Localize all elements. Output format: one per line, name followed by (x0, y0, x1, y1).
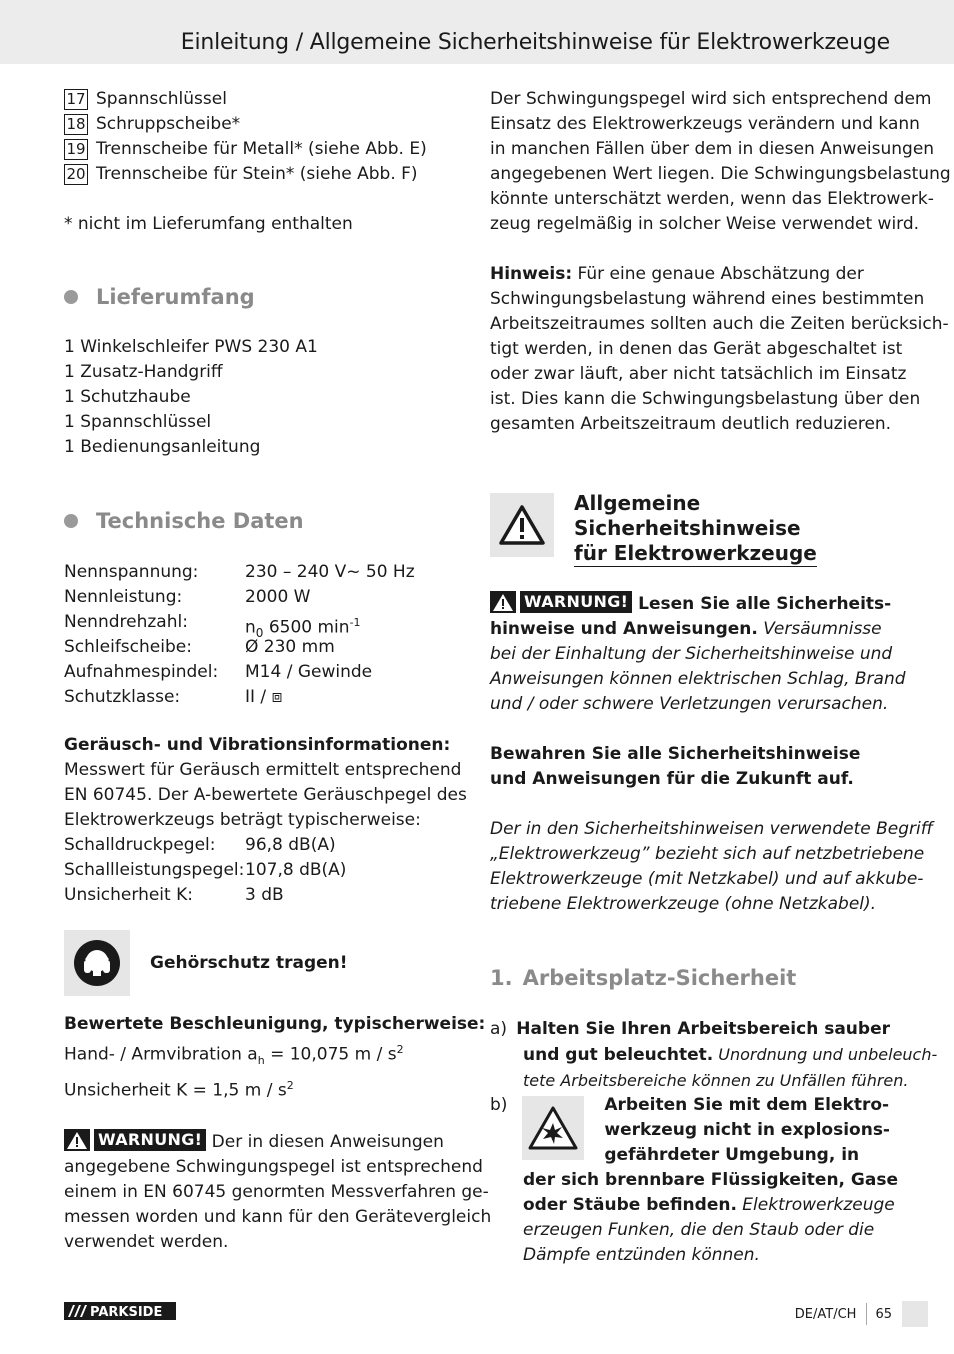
noise-label: Schalldruckpegel: (64, 835, 216, 855)
item-a: a) Halten Sie Ihren Arbeitsbereich sauber und gut beleuchtet. Unordnung und unbeleuch- tete Arbeitsbereiche können zu Unfällen führen. (490, 1017, 890, 1093)
vibration-heading: Bewertete Beschleunigung, typischerweise: (64, 1014, 486, 1034)
noise-label: Unsicherheit K: (64, 885, 193, 905)
page-header (0, 0, 954, 64)
spec-label: Nenndrehzahl: (64, 612, 188, 632)
part-number: 18 (64, 114, 88, 135)
parts-list-item (64, 87, 464, 112)
hearing-protection (64, 930, 464, 996)
noise-value: 107,8 dB(A) (245, 860, 347, 880)
spec-row (64, 660, 464, 685)
item-text: werkzeug nicht in explosions- (604, 1120, 890, 1140)
safety-heading-block (490, 491, 890, 566)
paragraph-line: gesamten Arbeitszeitraum deutlich reduzieren. (490, 414, 892, 434)
item-letter: a) (490, 1019, 508, 1039)
parts-list-item (64, 162, 464, 187)
parts-list-item (64, 137, 464, 162)
language-code: DE/AT/CH (794, 1306, 857, 1322)
warning-text: und / oder schwere Verletzungen verursachen. (490, 694, 889, 714)
warning-text: bei der Einhaltung der Sicherheitshinweise und (490, 644, 893, 664)
vibration-line: Unsicherheit K = 1,5 m / $s^2$ (64, 1079, 294, 1101)
item-letter: b) (490, 1095, 508, 1115)
vibration-note (490, 87, 951, 237)
right-column (490, 87, 951, 1268)
left-column (64, 87, 492, 1255)
parts-list (64, 87, 464, 187)
warning-line: WARNUNG! Lesen Sie alle Sicherheits- (490, 591, 890, 617)
noise-text: Elektrowerkzeugs beträgt typischerweise: (64, 810, 421, 830)
noise-section (64, 733, 467, 908)
spec-value: M14 / Gewinde (245, 662, 373, 682)
warning-text: verwendet werden. (64, 1231, 229, 1252)
paragraph-line: Einsatz des Elektrowerkzeugs verändern und kann (490, 114, 920, 134)
spec-value: $n_0$ 6500 $\min^{-1}$ (245, 616, 361, 641)
hinweis-label: Hinweis: (490, 264, 573, 284)
term-text: triebene Elektrowerkzeuge (ohne Netzkabel). (490, 894, 877, 914)
noise-row (64, 858, 464, 883)
spec-value: II / ⧈ (245, 687, 283, 707)
spec-row (64, 585, 464, 610)
spec-label: Schutzklasse: (64, 687, 181, 707)
delivery-item: 1 Zusatz-Handgriff (64, 362, 223, 382)
warning-line: WARNUNG! Der in diesen Anweisungen (64, 1129, 464, 1155)
section-title: Lieferumfang (96, 285, 255, 309)
svg-text:PARKSIDE: PARKSIDE (90, 1305, 163, 1320)
delivery-list (64, 335, 464, 460)
term-definition (490, 817, 934, 917)
noise-heading: Geräusch- und Vibrationsinformationen: (64, 735, 451, 755)
safety-heading (574, 491, 817, 566)
warning-text: einem in EN 60745 genormten Messverfahren ge- (64, 1181, 489, 1202)
page-number: 65 (875, 1306, 892, 1322)
spec-label: Nennleistung: (64, 587, 183, 607)
spec-value: 2000 W (245, 587, 311, 607)
spec-label: Schleifscheibe: (64, 637, 192, 657)
spec-row (64, 610, 464, 641)
footnote: * nicht im Lieferumfang enthalten (64, 214, 353, 234)
warning-text: messen worden und kann für den Gerätevergleich (64, 1206, 492, 1227)
spec-row (64, 635, 464, 660)
term-text: „Elektrowerkzeug” bezieht sich auf netzbetriebene (490, 844, 925, 864)
warning-triangle-icon (490, 493, 554, 557)
explosion-icon (522, 1096, 584, 1160)
warning-badge (64, 1129, 206, 1151)
warning-label: WARNUNG! (94, 1129, 206, 1151)
paragraph-line: Schwingungsbelastung während eines bestimmten (490, 289, 925, 309)
paragraph-line: zeug regelmäßig in solcher Weise verwendet wird. (490, 214, 920, 234)
part-number: 19 (64, 139, 88, 160)
paragraph-line: ist. Dies kann die Schwingungsbelastung über den (490, 389, 921, 409)
hinweis-block (490, 262, 949, 437)
paragraph-line: tigt werden, in denen das Gerät abgeschaltet ist (490, 339, 903, 359)
page-title: Einleitung / Allgemeine Sicherheitshinweise für Elektrowerkzeuge (180, 30, 890, 55)
spec-label: Nennspannung: (64, 562, 199, 582)
delivery-item: 1 Schutzhaube (64, 387, 191, 407)
part-label: Trennscheibe für Stein* (siehe Abb. F) (96, 164, 418, 184)
hearing-protection-text: Gehörschutz tragen! (150, 953, 348, 973)
page-marker (902, 1301, 928, 1327)
spec-label: Aufnahmespindel: (64, 662, 219, 682)
warning-label: WARNUNG! (520, 591, 632, 613)
noise-text: EN 60745. Der A-bewertete Geräuschpegel des (64, 785, 467, 805)
logo-stripes-icon (64, 1302, 176, 1320)
warning-badge (490, 591, 632, 613)
item-text: Arbeiten Sie mit dem Elektro- (604, 1095, 890, 1115)
page-footer (795, 1300, 928, 1328)
item-text: der sich brennbare Flüssigkeiten, Gase (523, 1170, 898, 1190)
vibration-section (64, 1012, 486, 1104)
spec-table (64, 560, 464, 710)
spec-row (64, 560, 464, 585)
delivery-item: 1 Winkelschleifer PWS 230 A1 (64, 337, 318, 357)
warning-text: angegebene Schwingungspegel ist entsprechend (64, 1156, 483, 1177)
parkside-logo (64, 1302, 176, 1320)
part-label: Trennscheibe für Metall* (siehe Abb. E) (96, 139, 427, 159)
item-text: Halten Sie Ihren Arbeitsbereich sauber (516, 1019, 890, 1039)
delivery-item: 1 Spannschlüssel (64, 412, 212, 432)
keep-instructions (490, 742, 890, 792)
warning-block-right (490, 591, 906, 717)
part-label: Spannschlüssel (96, 89, 227, 109)
warning-text: Anweisungen können elektrischen Schlag, Brand (490, 669, 906, 689)
warning-icon (64, 1129, 90, 1151)
paragraph-line: oder zwar läuft, aber nicht tatsächlich im Einsatz (490, 364, 907, 384)
heading-line: Allgemeine (574, 491, 701, 515)
keep-text: Bewahren Sie alle Sicherheitshinweise (490, 744, 861, 764)
section-technische-daten (64, 506, 464, 536)
spec-value: Ø 230 mm (245, 637, 335, 657)
footer-divider (866, 1303, 867, 1325)
warning-block-left (64, 1129, 492, 1255)
parts-list-item (64, 112, 464, 137)
warning-icon (490, 591, 516, 613)
paragraph-line: in manchen Fällen über dem in diesen Anweisungen (490, 139, 935, 159)
part-number: 20 (64, 164, 88, 185)
warning-line: hinweise und Anweisungen. Versäumnisse (490, 619, 882, 639)
heading-line: für Elektrowerkzeuge (574, 541, 817, 565)
term-text: Elektrowerkzeuge (mit Netzkabel) und auf akkube- (490, 869, 924, 889)
paragraph-line: Hinweis: Für eine genaue Abschätzung der (490, 264, 864, 284)
item-b: b) Arbeiten Sie mit dem Elektro- werkzeug nicht in explosions- gefährdeter Umgebung, in der sich brennbare Flüssigkeiten, Gase oder Stäube befinden. Elektrowerkzeuge erzeugen Funken, die den Staub oder die Dämpfe entzünden können. (490, 1093, 890, 1268)
noise-row (64, 833, 464, 858)
paragraph-line: angegebenen Wert liegen. Die Schwingungsbelastung (490, 164, 951, 184)
item-text: erzeugen Funken, die den Staub oder die (523, 1220, 875, 1240)
item-text: Dämpfe entzünden können. (523, 1245, 760, 1265)
bullet-icon (64, 514, 78, 528)
noise-label: Schallleistungspegel: (64, 860, 245, 880)
section-arbeitsplatz (490, 963, 890, 993)
delivery-item: 1 Bedienungsanleitung (64, 437, 261, 457)
part-label: Schruppscheibe* (96, 114, 241, 134)
paragraph-line: Der Schwingungspegel wird sich entsprechend dem (490, 89, 932, 109)
noise-text: Messwert für Geräusch ermittelt entsprechend (64, 760, 462, 780)
vibration-line: Hand- / Armvibration $a_h = 10,075$ m / $s^2$ (64, 1043, 404, 1068)
bullet-icon (64, 290, 78, 304)
noise-value: 3 dB (245, 885, 284, 905)
paragraph-line: könnte unterschätzt werden, wenn das Elektrowerk- (490, 189, 934, 209)
spec-value: 230 – 240 V~ 50 Hz (245, 562, 415, 582)
hearing-protection-icon (64, 930, 130, 996)
term-text: Der in den Sicherheitshinweisen verwendete Begriff (490, 819, 934, 839)
noise-row (64, 883, 464, 908)
section-title: Technische Daten (96, 509, 304, 533)
keep-text: und Anweisungen für die Zukunft auf. (490, 769, 854, 789)
item-text: tete Arbeitsbereiche können zu Unfällen führen. (523, 1071, 909, 1090)
noise-value: 96,8 dB(A) (245, 835, 336, 855)
section-number: 1. (490, 966, 513, 990)
spec-row (64, 685, 464, 710)
paragraph-line: Arbeitszeitraumes sollten auch die Zeiten berücksich- (490, 314, 949, 334)
item-text: gefährdeter Umgebung, in (604, 1145, 860, 1165)
heading-line: Sicherheitshinweise (574, 516, 801, 540)
section-title: Arbeitsplatz-Sicherheit (522, 966, 797, 990)
section-lieferumfang (64, 282, 464, 312)
part-number: 17 (64, 89, 88, 110)
